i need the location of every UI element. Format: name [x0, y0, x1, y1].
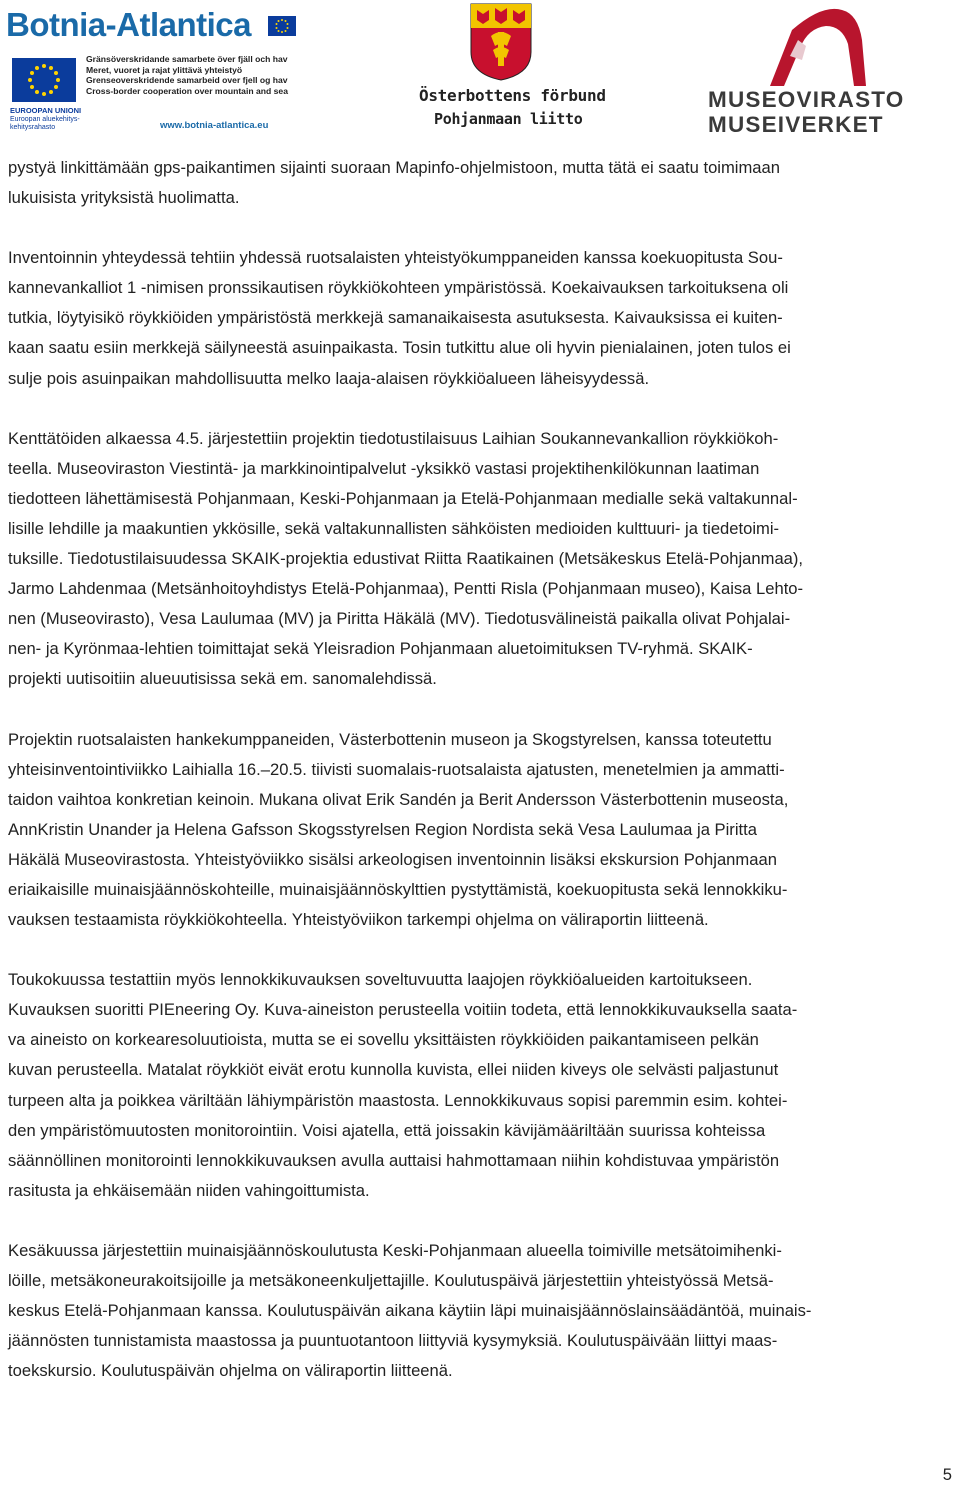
botnia-atlantica-title: Botnia-Atlantica — [6, 6, 252, 43]
botnia-tagline: Grenseoverskridende samarbeid over fjell og hav — [86, 75, 288, 86]
eu-label: EUROOPAN UNIONI — [10, 106, 82, 115]
museovirasto-name-sv: MUSEIVERKET — [708, 112, 884, 137]
page-header — [0, 0, 960, 145]
paragraph-drone-imaging: Toukokuussa testattiin myös lennokkikuvauksen soveltuvuutta laajojen röykkiöalueiden kartoitukseen. Kuvauksen suoritti PIEneering Oy. Kuva-aineiston perusteella voitiin todeta, että lennokkikuvauksella saata- va aineisto on korkearesoluutioista, mutta se ei sovellu yksittäisten röykkiöiden paikantamiseen pelkän kuvan perusteella. Matalat röykkiöt eivät erotu kunnolla kuvista, ellei niiden kiveys ole selvästi paljastunut turpeen alta ja poikkea väriltään lähiympäristön maastosta. Lennokkikuvaus sopisi paremmin esim. kohtei- den ympäristömuutosten monitorointiin. Voisi ajatella, että joissakin kävijämääriltään suurissa kohteissa säännöllinen monitorointi lennokkikuvauksen avulla auttaisi hahmottamaan niihin kohdistuvaa ympäristön rasitusta ja ehkäisemään niiden vahingoittumista. — [8, 970, 798, 1200]
botnia-taglines — [86, 54, 288, 96]
coat-of-arms-icon — [469, 2, 533, 82]
paragraph-joint-inventory-week: Projektin ruotsalaisten hankekumppaneiden, Västerbottenin museon ja Skogstyrelsen, kanssa toteutettu yhteisinventointiviikko Laihialla 16.–20.5. tiivisti suomalais-ruotsalaista ajatusten, menetelmien ja ammatti- taidon vaihtoa konkretian keinoin. Mukana olivat Erik Sandén ja Berit Andersson Västerbottenin museosta, AnnKristin Unander ja Helena Gafsson Skogsstyrelsen Region Nordista sekä Vesa Laulumaa ja Piritta Häkälä Museovirastosta. Yhteistyöviikko sisälsi arkeologisen inventoinnin lisäksi ekskursion Pohjanmaan eriaikaisille muinaisjäännöskohteille, muinaisjäännöskylttien pystyttämistä, koekuopitusta sekä lennokkiku- vauksen testaamista röykkiökohteella. Yhteistyöviikon tarkempi ohjelma on väliraportin liitteenä. — [8, 729, 789, 930]
paragraph-training: Kesäkuussa järjestettiin muinaisjäännöskoulutusta Keski-Pohjanmaan alueella toimiville metsätoimihenki- löille, metsäkoneurakoitsijoille ja metsäkoneenkuljettajille. Koulutuspäivä järjestettiin yhteistyössä Metsä- keskus Etelä-Pohjanmaan kanssa. Koulutuspäivän aikana käytiin läpi muinaisjäännöslainsäädäntöä, muinais- jäännösten tunnistamista maastossa ja puuntuotantoon liittyviä kysymyksiä. Koulutuspäivään liittyi maas- toekskursio. Koulutuspäivän ohjelma on väliraportin liitteenä. — [8, 1240, 812, 1381]
museovirasto-name-fi: MUSEOVIRASTO — [708, 87, 905, 112]
paragraph-test-pitting: Inventoinnin yhteydessä tehtiin yhdessä ruotsalaisten yhteistyökumppaneiden kanssa koekuopitusta Sou- kannevankalliot 1 -nimisen pronssikautisen röykkiökohteen ympäristössä. Koekaivauksen tarkoituksena oli tutkia, löytyisikö röykkiöiden ympäristöstä merkkejä samanaikaisesta asutuksesta. Kaivauksissa ei kuiten- kaan saatu esiin merkkejä säilyneestä asuinpaikasta. Tosin tutkittu alue oli hyvin pienialainen, joten tulos ei sulje pois asuinpaikan mahdollisuutta melko laaja-alaisen röykkiöalueen läheisyydessä. — [8, 248, 791, 388]
botnia-atlantica-logo — [6, 6, 306, 136]
page-number: 5 — [942, 1465, 952, 1484]
osterbotten-name-sv: Österbottens förbund — [419, 86, 606, 105]
botnia-tagline: Meret, vuoret ja rajat ylittävä yhteistyö — [86, 64, 243, 75]
museovirasto-mark-icon — [762, 0, 882, 88]
eu-sublabel: Euroopan aluekehitys- kehitysrahasto — [10, 116, 80, 131]
osterbottens-forbund-logo — [416, 2, 606, 137]
eu-flag-small-icon — [268, 16, 296, 36]
botnia-url: www.botnia-atlantica.eu — [160, 120, 269, 131]
eu-flag-icon — [12, 58, 76, 102]
botnia-tagline: Cross-border cooperation over mountain and sea — [86, 85, 288, 96]
botnia-tagline: Gränsöverskridande samarbete över fjäll och hav — [86, 54, 288, 64]
osterbotten-name-fi: Pohjanmaan liitto — [434, 110, 583, 128]
document-body — [8, 153, 952, 1416]
paragraph-press-event: Kenttätöiden alkaessa 4.5. järjestettiin projektin tiedotustilaisuus Laihian Soukannevankallion röykkiökoh- teella. Museoviraston Viestintä- ja markkinointipalvelut -yksikkö vastasi projektihenkilökunnan laatiman tiedotteen lähettämisestä Pohjanmaan, Keski-Pohjanmaan ja Etelä-Pohjanmaan medialle sekä valtakunnal- lisille lehdille ja maakuntien ykkösille, sekä valtakunnallisten sähköisten medioiden kulttuuri- ja tiedetoimi- tuksille. Tiedotustilaisuudessa SKAIK-projektia edustivat Riitta Raatikainen (Metsäkeskus Etelä-Pohjanmaa), Jarmo Lahdenmaa (Metsänhoitoyhdistys Etelä-Pohjanmaa), Pentti Risla (Pohjanmaan museo), Kaisa Lehto- nen (Museovirasto), Vesa Laulumaa (MV) ja Piritta Häkälä (MV). Tiedotusvälineistä paikalla olivat Pohjalai- nen- ja Kyrönmaa-lehtien toimittajat sekä Yleisradion Pohjanmaan aluetoimituksen TV-ryhmä. SKAIK- projekti uutisoitiin alueuutisissa sekä em. sanomalehdissä. — [8, 428, 804, 689]
paragraph-gps: pystyä linkittämään gps-paikantimen sijainti suoraan Mapinfo-ohjelmistoon, mutta tätä ei saatu toimimaan lukuisista yrityksistä huolimatta. — [8, 158, 780, 208]
museovirasto-logo — [700, 0, 910, 140]
